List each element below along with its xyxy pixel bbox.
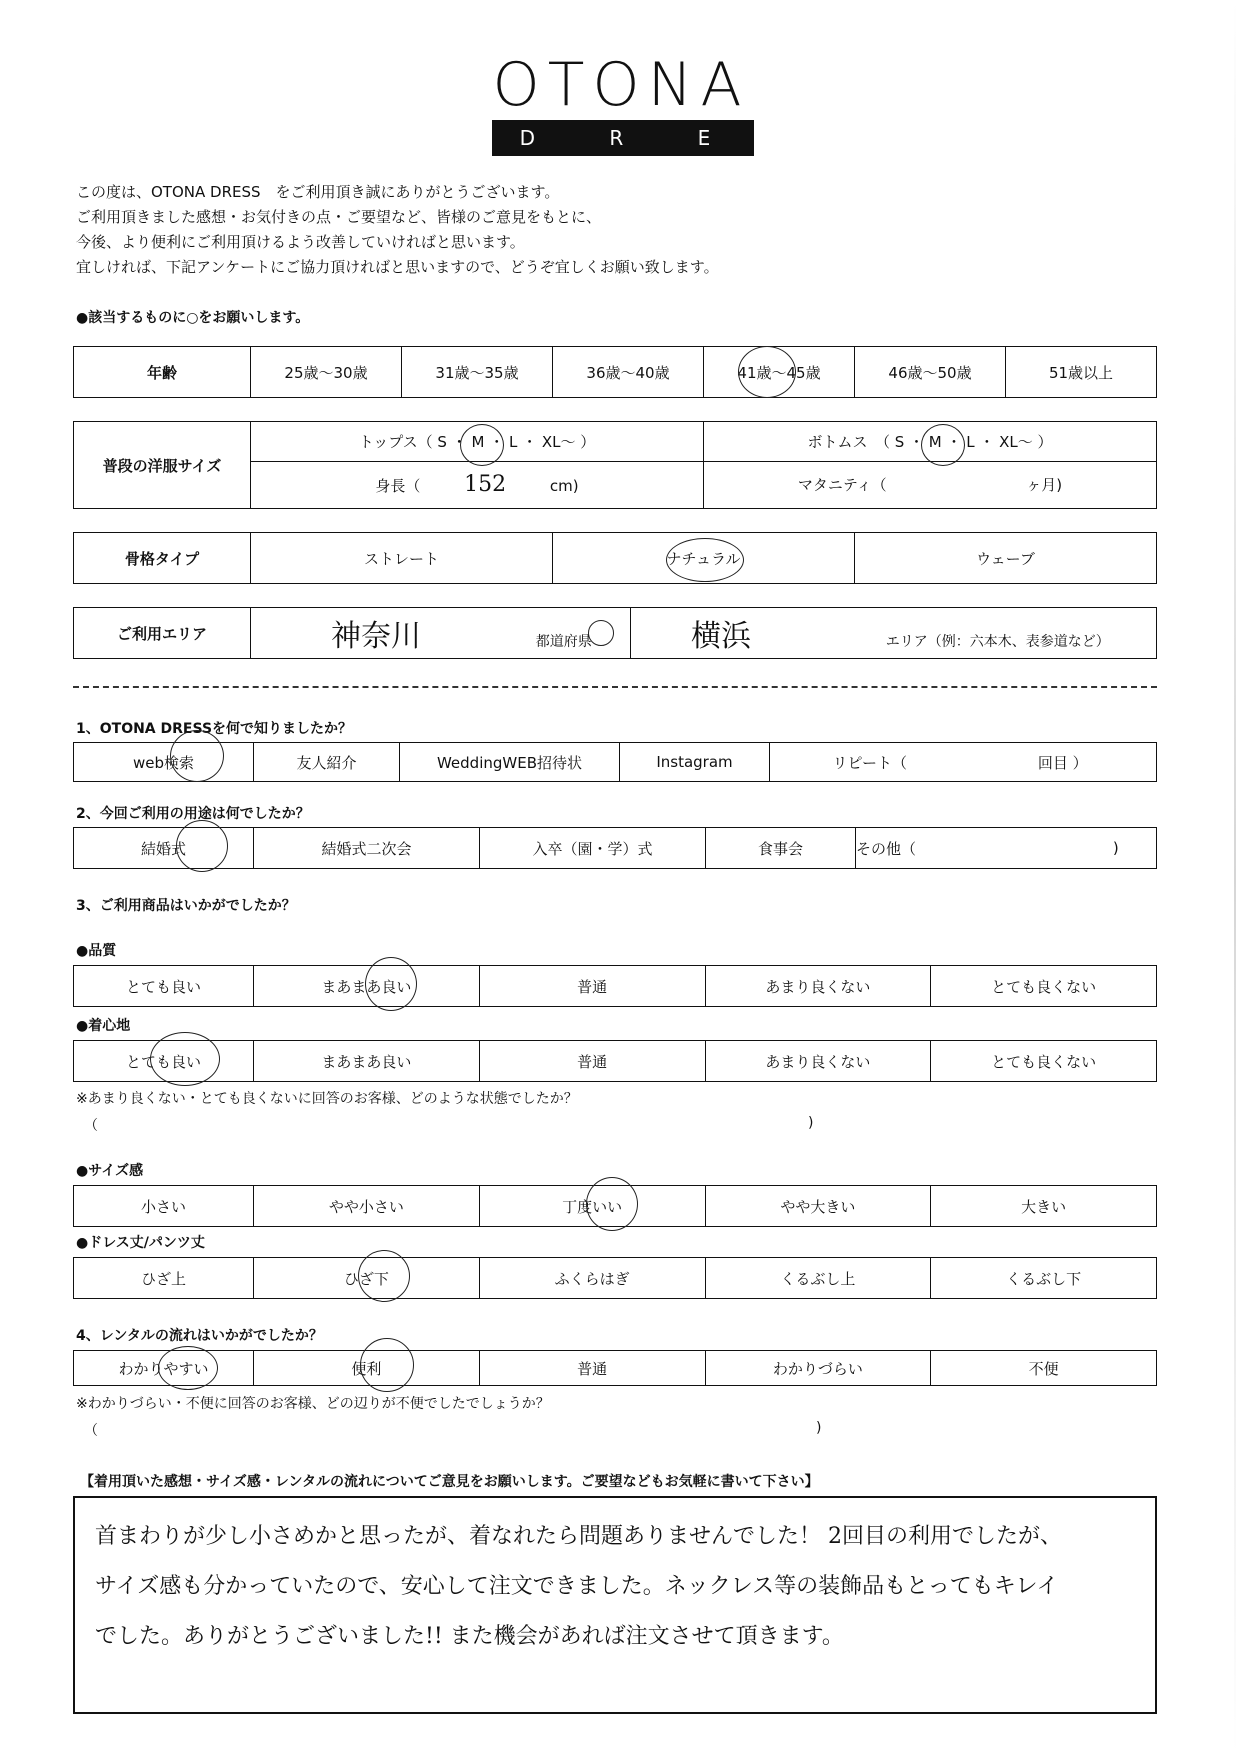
bone-option-selected[interactable]: ナチュラル [553, 533, 855, 584]
length-option[interactable]: ひざ上 [74, 1258, 254, 1299]
circle-instruction: ●該当するものに○をお願いします。 [76, 310, 310, 326]
comfort-table [73, 1040, 1157, 1082]
size-table [73, 421, 1157, 509]
quality-label: ●品質 [76, 943, 117, 959]
height-field[interactable] [251, 461, 704, 508]
q2-option[interactable]: その他（ [856, 828, 1076, 869]
q2-option-selected[interactable]: 結婚式 [74, 828, 254, 869]
intro-line: ご利用頂きました感想・お気付きの点・ご要望など、皆様のご意見をもとに、 [76, 208, 602, 226]
comment-title: 【着用頂いた感想・サイズ感・レンタルの流れについてご意見をお願いします。ご要望などもお気軽に書いて下さい】 [80, 1474, 819, 1490]
bone-label: 骨格タイプ [74, 533, 251, 584]
area-value: 横浜 [691, 619, 751, 654]
comment-text [95, 1512, 1155, 1662]
q1-title: 1、OTONA DRESSを何で知りましたか？ [76, 721, 353, 737]
age-option[interactable]: 31歳～35歳 [402, 347, 553, 398]
comfort-label: ●着心地 [76, 1018, 131, 1034]
comfort-circle-mark [150, 1032, 220, 1086]
q1-repeat-count[interactable]: 回目 ） [970, 743, 1157, 782]
length-option[interactable]: くるぶし下 [931, 1258, 1157, 1299]
inconv-open-paren: （ [84, 1423, 98, 1439]
q4-title: 4、レンタルの流れはいかがでしたか？ [76, 1328, 323, 1344]
quality-option[interactable]: あまり良くない [705, 966, 931, 1007]
bone-circle-mark [666, 538, 744, 582]
divider [73, 686, 1157, 688]
intro-line: 宜しければ、下記アンケートにご協力頂ければと思いますので、どうぞ宜しくお願い致します。 [76, 258, 719, 276]
quality-option-selected[interactable]: まあまあ良い [254, 966, 480, 1007]
bone-option[interactable]: ストレート [251, 533, 553, 584]
q1-option[interactable]: WeddingWEB招待状 [400, 743, 620, 782]
quality-option[interactable]: とても良くない [931, 966, 1157, 1007]
bone-table [73, 532, 1157, 584]
q4-option-selected[interactable]: わかりやすい [74, 1351, 254, 1386]
age-option[interactable]: 46歳～50歳 [855, 347, 1006, 398]
intro-line: この度は、OTONA DRESS をご利用頂き誠にありがとうございます。 [76, 183, 560, 201]
q4-option[interactable]: 普通 [479, 1351, 705, 1386]
bone-option[interactable]: ウェーブ [855, 533, 1157, 584]
tops-circle-mark [460, 424, 504, 466]
fit-option[interactable]: やや大きい [705, 1186, 931, 1227]
q4-table [73, 1350, 1157, 1386]
q2-option[interactable]: 食事会 [706, 828, 856, 869]
length-option[interactable]: くるぶし上 [705, 1258, 931, 1299]
comment-line: 首まわりが少し小さめかと思ったが、着なれたら問題ありませんでした！ 2回目の利用でしたが、 [95, 1524, 1062, 1549]
age-label: 年齢 [74, 347, 251, 398]
area-label: ご利用エリア [74, 608, 251, 659]
age-circle-mark [738, 346, 796, 398]
intro-line: 今後、より便利にご利用頂けるよう改善していければと思います。 [76, 233, 525, 251]
age-option[interactable]: 36歳～40歳 [553, 347, 704, 398]
quality-option[interactable]: とても良い [74, 966, 254, 1007]
q4-option[interactable]: わかりづらい [705, 1351, 931, 1386]
tops-size[interactable]: トップス（ S ・ M ・ L ・ XL～ ） [251, 422, 704, 462]
q1-option[interactable]: 友人紹介 [254, 743, 400, 782]
inconv-close-paren: ) [816, 1420, 822, 1436]
length-option[interactable]: ふくらはぎ [479, 1258, 705, 1299]
prefecture-field[interactable] [251, 608, 631, 659]
q2-option[interactable]: 結婚式二次会 [254, 828, 480, 869]
quality-option[interactable]: 普通 [479, 966, 705, 1007]
height-label: 身長（ [375, 477, 421, 496]
bottoms-circle-mark [921, 424, 965, 466]
length-table [73, 1257, 1157, 1299]
length-circle-mark [358, 1250, 410, 1302]
comfort-option[interactable]: あまり良くない [705, 1041, 931, 1082]
size-label: 普段の洋服サイズ [74, 422, 251, 509]
bad-note: ※あまり良くない・とても良くないに回答のお客様、どのような状態でしたか？ [76, 1091, 578, 1107]
fit-label: ●サイズ感 [76, 1163, 144, 1179]
q1-table [73, 742, 1157, 782]
bad-close-paren: ) [808, 1115, 814, 1131]
age-option[interactable]: 51歳以上 [1006, 347, 1157, 398]
comfort-option-selected[interactable]: とても良い [74, 1041, 254, 1082]
comment-line: サイズ感も分かっていたので、安心して注文できました。ネックレス等の装飾品もとってもキレイ [95, 1574, 1059, 1599]
bad-open-paren: （ [84, 1118, 98, 1134]
maternity-field[interactable] [704, 461, 1157, 508]
q1-option[interactable]: Instagram [620, 743, 770, 782]
fit-option[interactable]: 大きい [931, 1186, 1157, 1227]
comfort-option[interactable]: まあまあ良い [254, 1041, 480, 1082]
comfort-option[interactable]: とても良くない [931, 1041, 1157, 1082]
q4-option[interactable]: 不便 [931, 1351, 1157, 1386]
area-suffix: エリア（例：六本木、表参道など） [885, 634, 1110, 650]
brand-logo: OTONA [492, 50, 750, 120]
inconvenient-note: ※わかりづらい・不便に回答のお客様、どの辺りが不便でしたでしょうか？ [76, 1396, 550, 1412]
q4-option[interactable]: 便利 [254, 1351, 480, 1386]
length-option-selected[interactable]: ひざ下 [254, 1258, 480, 1299]
scan-edge [1234, 0, 1236, 1754]
age-option-selected[interactable]: 41歳～45歳 [704, 347, 855, 398]
height-unit: cm) [549, 477, 579, 496]
bottoms-size[interactable]: ボトムス （ S ・ M ・ L ・ XL～ ） [704, 422, 1157, 462]
q1-option-selected[interactable]: web検索 [74, 743, 254, 782]
quality-table [73, 965, 1157, 1007]
fit-circle-mark [586, 1177, 638, 1231]
q4-circle-mark-2 [360, 1338, 414, 1392]
fit-option-selected[interactable]: 丁度いい [479, 1186, 705, 1227]
comfort-option[interactable]: 普通 [479, 1041, 705, 1082]
q2-other-close[interactable]: ) [1076, 828, 1157, 869]
intro-text [76, 180, 719, 280]
prefecture-circle-mark [588, 620, 614, 646]
age-option[interactable]: 25歳～30歳 [251, 347, 402, 398]
prefecture-suffix: 都道府県 [535, 634, 592, 650]
age-table [73, 346, 1157, 398]
quality-circle-mark [365, 957, 417, 1011]
q1-option[interactable]: リピート（ [770, 743, 970, 782]
length-label: ●ドレス丈/パンツ丈 [76, 1235, 205, 1251]
maternity-label: マタニティ（ [797, 476, 887, 495]
q4-circle-mark-1 [158, 1346, 218, 1390]
area-field[interactable] [631, 608, 1157, 659]
area-table [73, 607, 1157, 659]
brand-sub-bar: D R E S S [492, 120, 754, 156]
q2-table [73, 827, 1157, 869]
height-value: 152 [464, 472, 507, 498]
prefecture-value: 神奈川 [331, 619, 421, 654]
comment-line: でした。ありがとうございました!! また機会があれば注文させて頂きます。 [95, 1624, 844, 1649]
q3-title: 3、ご利用商品はいかがでしたか？ [76, 898, 296, 914]
fit-option[interactable]: 小さい [74, 1186, 254, 1227]
q2-option[interactable]: 入卒（園・学）式 [480, 828, 706, 869]
fit-option[interactable]: やや小さい [254, 1186, 480, 1227]
q2-title: 2、今回ご利用の用途は何でしたか？ [76, 806, 310, 822]
q2-circle-mark [176, 820, 228, 872]
q1-circle-mark [170, 730, 224, 782]
maternity-unit: ヶ月) [1026, 476, 1063, 495]
